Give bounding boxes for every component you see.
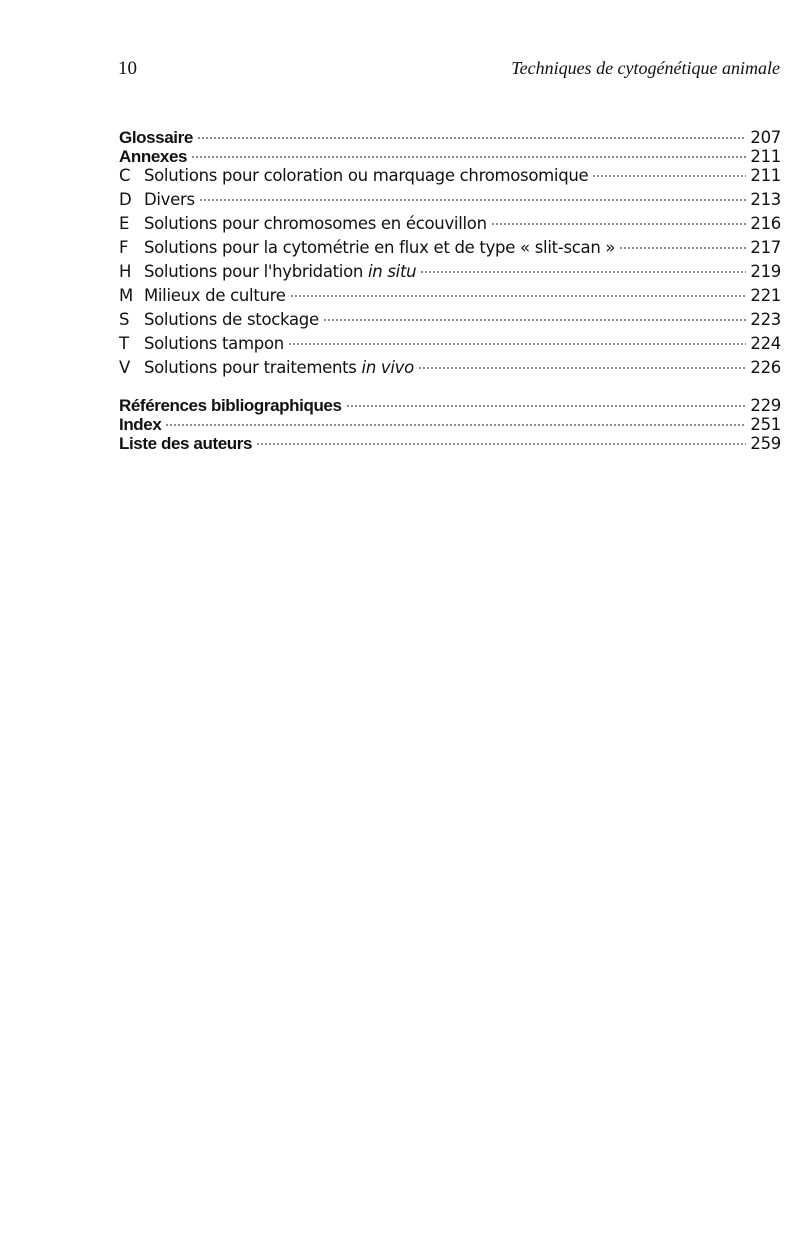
annex-title: Solutions de stockage bbox=[143, 310, 319, 329]
toc-page-number: 211 bbox=[750, 147, 781, 166]
dot-leader bbox=[288, 342, 747, 346]
annex-title: Solutions pour la cytométrie en flux et de type « slit-scan » bbox=[143, 238, 616, 257]
toc-entry-label bbox=[119, 262, 416, 281]
toc-page-number: 219 bbox=[750, 262, 781, 281]
running-title: Techniques de cytogénétique animale bbox=[511, 58, 780, 78]
annex-title: Solutions pour chromosomes en écouvillon bbox=[143, 214, 487, 233]
dot-leader bbox=[619, 246, 746, 250]
page-number: 10 bbox=[118, 58, 137, 79]
annex-title-italic: in situ bbox=[368, 262, 417, 281]
toc-entry-label bbox=[119, 166, 588, 185]
toc-entry-label bbox=[119, 358, 414, 377]
dot-leader bbox=[491, 222, 747, 226]
toc-entry-label bbox=[119, 286, 286, 305]
annex-code: C bbox=[119, 166, 131, 185]
annex-title: Solutions tampon bbox=[143, 334, 284, 353]
toc-page-number: 229 bbox=[750, 396, 781, 415]
toc-entry-references[interactable] bbox=[119, 396, 781, 415]
annex-code: S bbox=[119, 310, 130, 329]
toc-entry-label: Index bbox=[119, 415, 162, 434]
toc-entry-index[interactable] bbox=[119, 415, 781, 434]
dot-leader bbox=[199, 198, 747, 202]
toc-page-number: 251 bbox=[750, 415, 781, 434]
annex-title: Solutions pour traitements bbox=[143, 358, 357, 377]
toc-entry-label bbox=[119, 214, 487, 233]
dot-leader bbox=[290, 294, 747, 298]
toc-entry-annex-t[interactable] bbox=[119, 334, 781, 358]
toc-entry-label bbox=[119, 190, 195, 209]
toc-entry-annex-e[interactable] bbox=[119, 214, 781, 238]
toc-entry-glossaire[interactable] bbox=[119, 128, 781, 147]
toc-entry-annex-f[interactable] bbox=[119, 238, 781, 262]
toc-entry-label bbox=[119, 238, 615, 257]
toc-page-number: 213 bbox=[750, 190, 781, 209]
toc-page-number: 211 bbox=[750, 166, 781, 185]
toc-page-number: 223 bbox=[750, 310, 781, 329]
toc-entry-label: Annexes bbox=[119, 147, 188, 166]
table-of-contents bbox=[119, 128, 781, 453]
annex-code: M bbox=[119, 286, 133, 305]
annex-code: V bbox=[119, 358, 130, 377]
toc-entry-label bbox=[119, 310, 319, 329]
dot-leader bbox=[165, 423, 746, 427]
annex-title-italic: in vivo bbox=[361, 358, 414, 377]
toc-page-number: 221 bbox=[750, 286, 781, 305]
toc-entry-annex-d[interactable] bbox=[119, 190, 781, 214]
toc-entry-label: Liste des auteurs bbox=[119, 434, 253, 453]
page-header bbox=[118, 58, 780, 84]
toc-page-number: 226 bbox=[750, 358, 781, 377]
dot-leader bbox=[197, 136, 747, 140]
annex-code: F bbox=[119, 238, 129, 257]
dot-leader bbox=[418, 366, 746, 370]
toc-entry-annex-m[interactable] bbox=[119, 286, 781, 310]
annex-code: T bbox=[119, 334, 129, 353]
toc-page-number: 224 bbox=[750, 334, 781, 353]
dot-leader bbox=[420, 270, 746, 274]
toc-entry-label bbox=[119, 334, 284, 353]
annex-code: E bbox=[119, 214, 130, 233]
toc-page-number: 216 bbox=[750, 214, 781, 233]
dot-leader bbox=[346, 404, 747, 408]
toc-page-number: 217 bbox=[750, 238, 781, 257]
annex-code: H bbox=[119, 262, 132, 281]
toc-entry-label: Références bibliographiques bbox=[119, 396, 342, 415]
toc-entry-annex-h[interactable] bbox=[119, 262, 781, 286]
toc-entry-annexes[interactable] bbox=[119, 147, 781, 166]
toc-entry-annex-c[interactable] bbox=[119, 166, 781, 190]
dot-leader bbox=[323, 318, 747, 322]
annex-title: Solutions pour coloration ou marquage chromosomique bbox=[143, 166, 589, 185]
dot-leader bbox=[256, 442, 746, 446]
annex-title: Milieux de culture bbox=[143, 286, 286, 305]
toc-page-number: 207 bbox=[750, 128, 781, 147]
annex-title: Solutions pour l'hybridation bbox=[143, 262, 364, 281]
toc-page-number: 259 bbox=[750, 434, 781, 453]
section-gap bbox=[119, 382, 781, 396]
toc-entry-annex-s[interactable] bbox=[119, 310, 781, 334]
toc-entry-label: Glossaire bbox=[119, 128, 193, 147]
annex-title: Divers bbox=[143, 190, 195, 209]
toc-entry-authors[interactable] bbox=[119, 434, 781, 453]
toc-entry-annex-v[interactable] bbox=[119, 358, 781, 382]
dot-leader bbox=[592, 174, 746, 178]
annex-code: D bbox=[119, 190, 132, 209]
dot-leader bbox=[191, 155, 746, 159]
